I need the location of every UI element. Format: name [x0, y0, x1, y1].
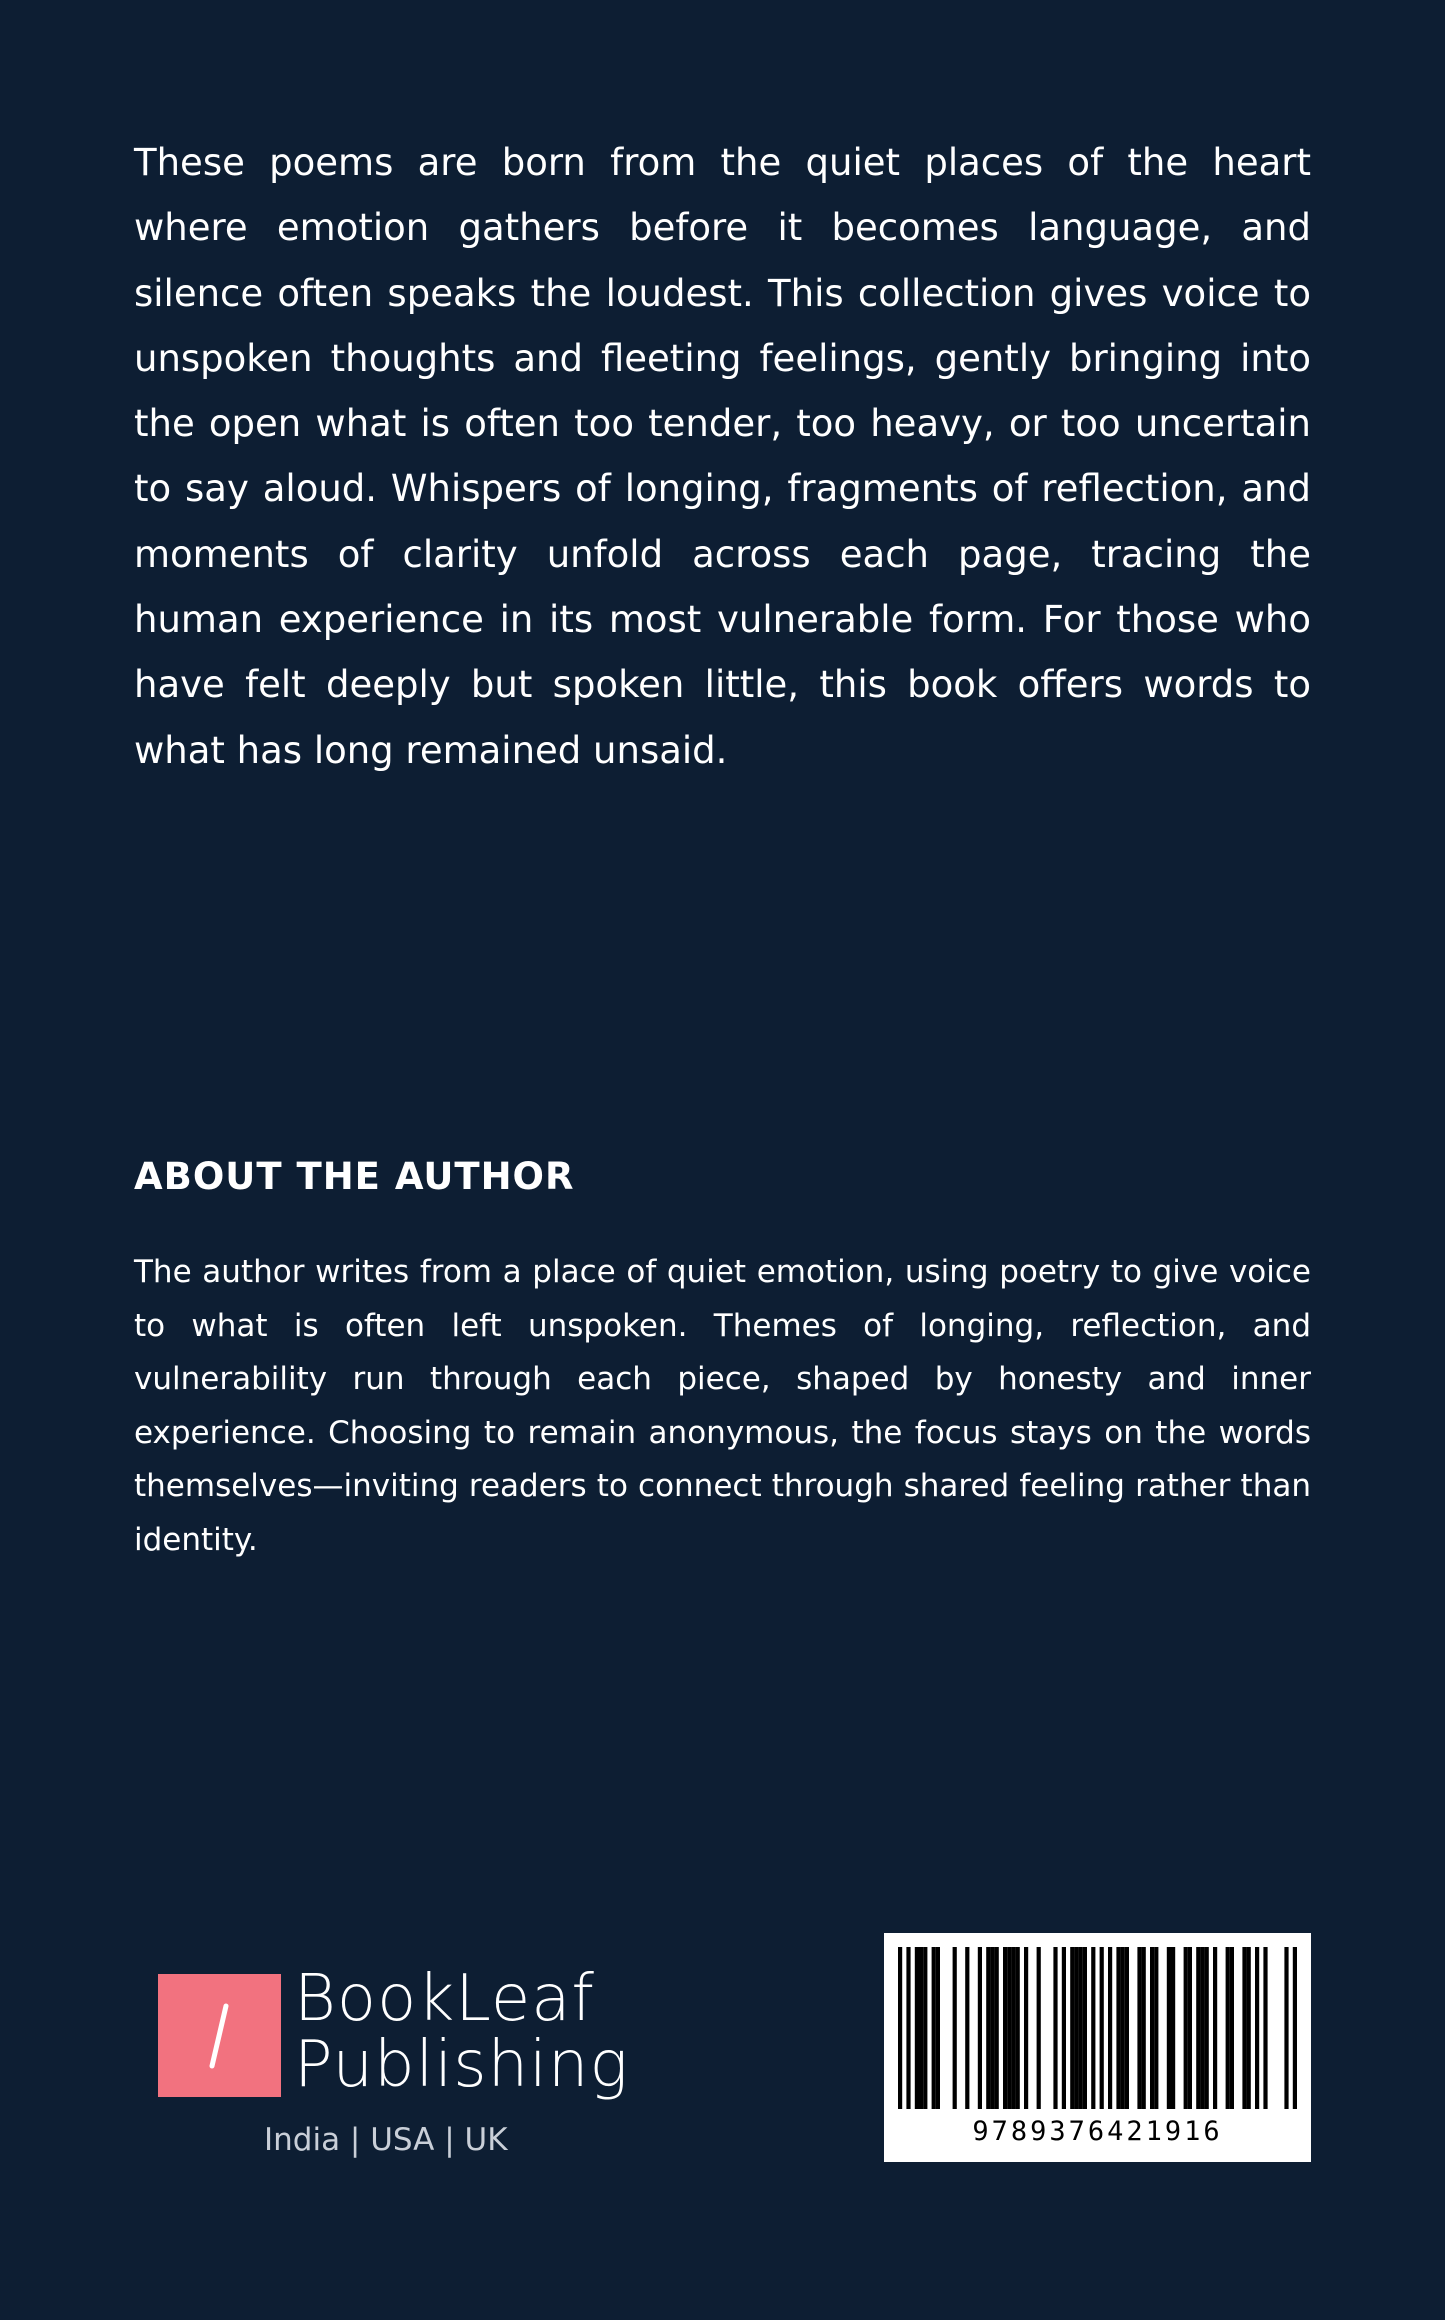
barcode-bar	[1070, 1947, 1074, 2109]
slash-mark-icon	[158, 1974, 281, 2097]
barcode-bar	[1154, 1947, 1158, 2109]
barcode-bar	[1213, 1947, 1217, 2109]
barcode-bar	[1003, 1947, 1007, 2109]
barcode-bar	[1116, 1947, 1120, 2109]
barcode-bar	[1184, 1947, 1188, 2109]
barcode-bar	[1196, 1947, 1200, 2109]
barcode-bar	[990, 1947, 994, 2109]
barcode-bar	[1293, 1947, 1297, 2109]
barcode-bar	[1242, 1947, 1246, 2109]
book-blurb: These poems are born from the quiet places of the heart where emotion gathers before it becomes language, and silence often speaks the loudest. This collection gives voice to unspoken thoughts and fleeting feelings, gently bringing into the open what is often too tender, too heavy, or too uncertain to say aloud. Whispers of longing, fragments of reflection, and moments of clarity unfold across each page, tracing the human experience in its most vulnerable form. For those who have felt deeply but spoken little, this book offers words to what has long remained unsaid.	[134, 141, 1311, 772]
barcode-bar	[953, 1947, 957, 2109]
barcode-bar	[1037, 1947, 1041, 2109]
barcode-bar	[965, 1947, 969, 2109]
barcode-bar	[1121, 1947, 1125, 2109]
about-author-heading: ABOUT THE AUTHOR	[134, 1155, 575, 1198]
barcode-bar	[978, 1947, 982, 2109]
barcode-bar	[1053, 1947, 1057, 2109]
barcode-bar	[1024, 1947, 1028, 2109]
barcode-bar	[1108, 1947, 1112, 2109]
publisher-name-line2: Publishing	[294, 2028, 629, 2102]
barcode-bar	[1205, 1947, 1209, 2109]
barcode-bar	[1255, 1947, 1259, 2109]
barcode-bar	[1083, 1947, 1087, 2109]
barcode-bar	[1016, 1947, 1020, 2109]
barcode-bar	[1007, 1947, 1011, 2109]
barcode-bar	[986, 1947, 990, 2109]
barcode-bar	[1171, 1947, 1175, 2109]
barcode-bar	[1200, 1947, 1204, 2109]
publisher-name-line1: BookLeaf	[294, 1962, 595, 2036]
publisher-regions: India | USA | UK	[264, 2122, 508, 2158]
barcode-bar	[1100, 1947, 1104, 2109]
barcode-bar	[1188, 1947, 1192, 2109]
barcode-bar	[906, 1947, 910, 2109]
barcode-bar	[1226, 1947, 1230, 2109]
isbn-number: 9789376421916	[972, 2116, 1223, 2147]
barcode-bar	[1230, 1947, 1234, 2109]
barcode-bar	[936, 1947, 940, 2109]
isbn-barcode	[884, 1933, 1311, 2162]
barcode-bar	[1263, 1947, 1267, 2109]
barcode-bar	[915, 1947, 919, 2109]
barcode-bar	[923, 1947, 927, 2109]
barcode-bar	[898, 1947, 902, 2109]
barcode-bar	[1284, 1947, 1288, 2109]
barcode-bar	[995, 1947, 999, 2109]
publisher-logo	[158, 1962, 629, 2184]
barcode-bar	[1079, 1947, 1083, 2109]
barcode-bar	[1167, 1947, 1171, 2109]
barcode-bar	[1091, 1947, 1095, 2109]
about-author-bio: The author writes from a place of quiet emotion, using poetry to give voice to what is often left unspoken. Themes of longing, reflection, and vulnerability run through each piece, shaped by honesty and inner experience. Choosing to remain anonymous, the focus stays on the words themselves—inviting readers to connect through shared feeling rather than identity.	[134, 1254, 1311, 1558]
barcode-bar	[1137, 1947, 1141, 2109]
barcode-bar	[1142, 1947, 1146, 2109]
barcode-bar	[919, 1947, 923, 2109]
barcode-bar	[1011, 1947, 1015, 2109]
barcode-bar	[1150, 1947, 1154, 2109]
barcode-bar	[1247, 1947, 1251, 2109]
barcode-bar	[932, 1947, 936, 2109]
barcode-bar	[1074, 1947, 1078, 2109]
barcode-bar	[1062, 1947, 1066, 2109]
barcode-bar	[1125, 1947, 1129, 2109]
